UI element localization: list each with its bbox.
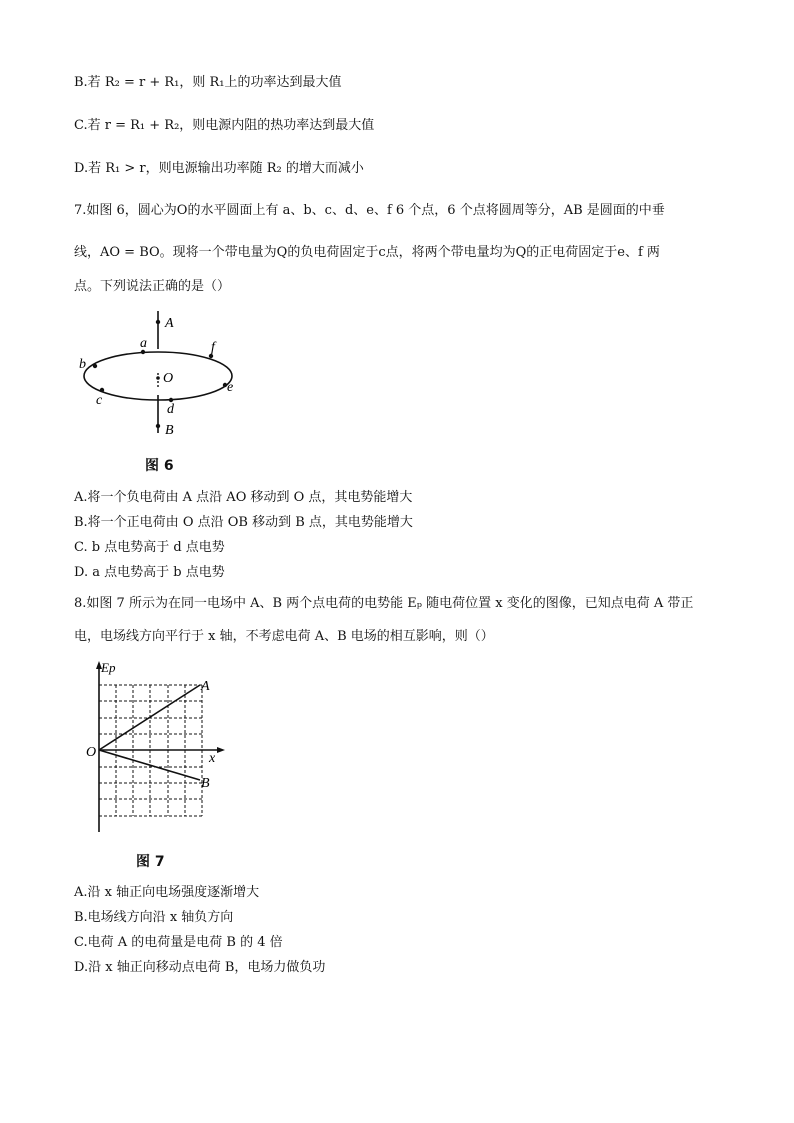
figure-7-caption: 图 7 [136, 854, 165, 870]
figure-6-diagram [74, 305, 254, 440]
fig6-label-e: e [227, 380, 234, 395]
q7-stem-line1: 7.如图 6，圆心为O的水平圆面上有 a、b、c、d、e、f 6 个点，6 个点将圆周等分，AB 是圆面的中垂 [74, 203, 665, 218]
fig7-label-b: B [201, 776, 210, 791]
fig6-label-c: c [96, 393, 103, 408]
figure-6-caption: 图 6 [145, 458, 174, 474]
q8-stem-line2: 电，电场线方向平行于 x 轴，不考虑电荷 A、B 电场的相互影响，则（） [74, 629, 494, 644]
fig7-label-origin: O [86, 745, 97, 760]
q7-stem-line3: 点。下列说法正确的是（） [74, 279, 231, 294]
fig7-label-ep: Ep [101, 660, 116, 675]
fig6-label-a: a [140, 336, 147, 351]
q8-option-b: B.电场线方向沿 x 轴负方向 [74, 910, 234, 925]
q8-stem-line1: 8.如图 7 所示为在同一电场中 A、B 两个点电荷的电势能 Eₚ 随电荷位置 x 变化的图像，已知点电荷 A 带正 [74, 596, 694, 611]
fig6-label-A: A [165, 316, 174, 331]
fig6-label-B: B [165, 423, 174, 438]
q8-option-d: D.沿 x 轴正向移动点电荷 B，电场力做负功 [74, 960, 326, 975]
q6-option-d: D.若 R₁ > r，则电源输出功率随 R₂ 的增大而减小 [74, 161, 364, 176]
fig7-label-x: x [209, 751, 216, 766]
q8-option-a: A.沿 x 轴正向电场强度逐渐增大 [74, 885, 260, 900]
q7-option-b: B.将一个正电荷由 O 点沿 OB 移动到 B 点，其电势能增大 [74, 515, 413, 530]
q6-option-c: C.若 r = R₁ + R₂，则电源内阻的热功率达到最大值 [74, 118, 375, 133]
fig7-label-a: A [201, 679, 210, 694]
fig6-label-f: f [211, 340, 215, 355]
q7-stem-line2: 线，AO = BO。现将一个带电量为Q的负电荷固定于c点，将两个带电量均为Q的正电荷固定于e、f 两 [74, 245, 660, 260]
q7-option-c: C. b 点电势高于 d 点电势 [74, 540, 225, 555]
fig6-label-b: b [79, 357, 86, 372]
q7-option-a: A.将一个负电荷由 A 点沿 AO 移动到 O 点，其电势能增大 [74, 490, 413, 505]
q8-option-c: C.电荷 A 的电荷量是电荷 B 的 4 倍 [74, 935, 283, 950]
q7-option-d: D. a 点电势高于 b 点电势 [74, 565, 225, 580]
figure-7-graph [82, 656, 232, 836]
fig6-label-O: O [163, 371, 174, 386]
q6-option-b: B.若 R₂ = r + R₁，则 R₁上的功率达到最大值 [74, 75, 342, 90]
fig6-label-d: d [167, 402, 174, 417]
